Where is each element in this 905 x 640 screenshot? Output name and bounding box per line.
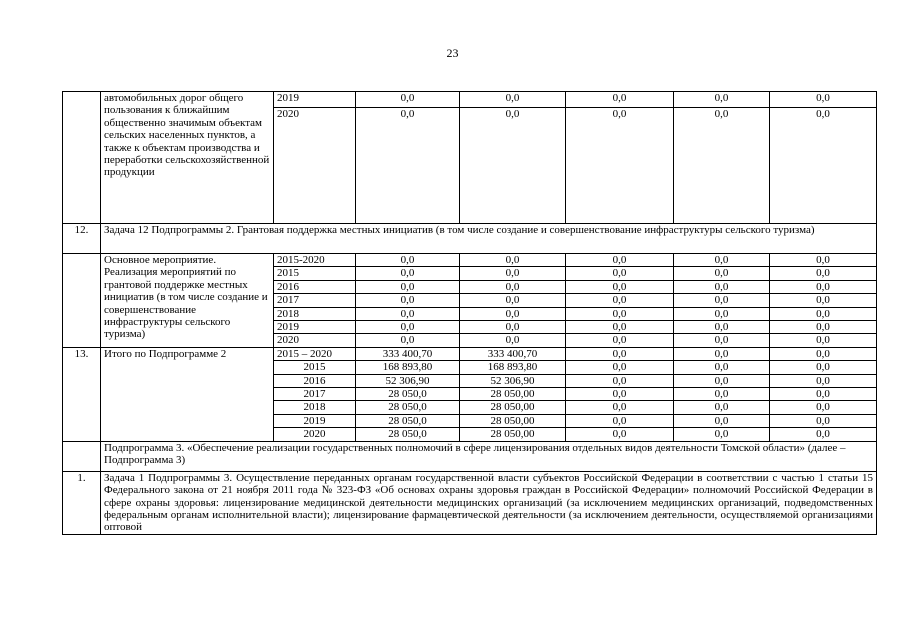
value-cell: 0,0: [770, 294, 877, 307]
value-cell: 28 050,00: [460, 401, 566, 414]
value-cell: 0,0: [770, 401, 877, 414]
value-cell: 0,0: [566, 267, 674, 280]
value-cell: 0,0: [566, 307, 674, 320]
activity-description: Основное мероприятие. Реализация мероприятий по грантовой поддержке местных инициатив (в том числе создание и совершенствование инфраструктуры сельского туризма): [101, 254, 274, 348]
table-row: [63, 441, 877, 471]
year-cell: 2015: [274, 267, 356, 280]
value-cell: 0,0: [674, 361, 770, 374]
row-number-cell: [63, 254, 101, 348]
value-cell: 0,0: [356, 307, 460, 320]
year-cell: 2015: [274, 361, 356, 374]
value-cell: 0,0: [566, 388, 674, 401]
value-cell: 0,0: [566, 294, 674, 307]
value-cell: 0,0: [460, 321, 566, 334]
value-cell: 0,0: [770, 267, 877, 280]
value-cell: 0,0: [356, 254, 460, 267]
value-cell: 0,0: [356, 334, 460, 347]
year-cell: 2019: [274, 414, 356, 427]
value-cell: 0,0: [674, 334, 770, 347]
value-cell: 0,0: [566, 92, 674, 108]
table-row: [63, 224, 877, 254]
value-cell: 28 050,0: [356, 401, 460, 414]
value-cell: 0,0: [770, 254, 877, 267]
value-cell: 0,0: [674, 428, 770, 441]
value-cell: 0,0: [770, 334, 877, 347]
value-cell: 0,0: [356, 267, 460, 280]
value-cell: 28 050,0: [356, 414, 460, 427]
value-cell: 0,0: [674, 307, 770, 320]
task-description: Задача 1 Подпрограммы 3. Осуществление переданных органам государственной власти субъектов Российской Федерации в соответствии с частью 1 статьи 15 Федерального закона от 21 ноября 2011 года № 323-ФЗ «Об основах охраны здоровья граждан в Российской Федерации» полномочий Российской Федерации в сфере охраны здоровья: лицензирование медицинской деятельности медицинских организаций (за исключением медицинских организаций, подведомственных федеральным органам исполнительной власти); лицензирование фармацевтической деятельности (за исключением деятельности, осуществляемой организациями оптовой: [101, 471, 877, 534]
year-cell: 2019: [274, 321, 356, 334]
value-cell: 0,0: [356, 294, 460, 307]
value-cell: 28 050,0: [356, 388, 460, 401]
value-cell: 0,0: [674, 321, 770, 334]
value-cell: 0,0: [770, 347, 877, 360]
value-cell: 0,0: [674, 254, 770, 267]
value-cell: 0,0: [566, 334, 674, 347]
year-cell: 2015-2020: [274, 254, 356, 267]
value-cell: 0,0: [770, 280, 877, 293]
row-number-cell: [63, 441, 101, 471]
year-cell: 2020: [274, 108, 356, 224]
value-cell: 0,0: [460, 254, 566, 267]
row-number-cell: 1.: [63, 471, 101, 534]
table-row: [63, 92, 877, 108]
value-cell: 0,0: [674, 108, 770, 224]
value-cell: 0,0: [356, 280, 460, 293]
value-cell: 0,0: [566, 280, 674, 293]
value-cell: 333 400,70: [356, 347, 460, 360]
budget-table: [62, 91, 877, 535]
value-cell: 0,0: [566, 108, 674, 224]
value-cell: 168 893,80: [356, 361, 460, 374]
value-cell: 0,0: [770, 428, 877, 441]
page-number: 23: [446, 46, 459, 60]
value-cell: 0,0: [770, 92, 877, 108]
year-cell: 2019: [274, 92, 356, 108]
value-cell: 0,0: [566, 254, 674, 267]
value-cell: 0,0: [460, 92, 566, 108]
value-cell: 0,0: [460, 108, 566, 224]
value-cell: 0,0: [770, 414, 877, 427]
value-cell: 333 400,70: [460, 347, 566, 360]
value-cell: 0,0: [674, 92, 770, 108]
value-cell: 0,0: [770, 374, 877, 387]
value-cell: 0,0: [566, 374, 674, 387]
value-cell: 0,0: [770, 321, 877, 334]
table-row: [63, 347, 877, 360]
value-cell: 0,0: [674, 374, 770, 387]
value-cell: 0,0: [356, 92, 460, 108]
activity-description: автомобильных дорог общего пользования к ближайшим общественно значимым объектам сельских населенных пунктов, а также к объектам производства и переработки сельскохозяйственной продукции: [101, 92, 274, 224]
value-cell: 52 306,90: [356, 374, 460, 387]
value-cell: 0,0: [674, 347, 770, 360]
value-cell: 0,0: [674, 280, 770, 293]
value-cell: 0,0: [460, 267, 566, 280]
value-cell: 0,0: [460, 294, 566, 307]
year-cell: 2017: [274, 294, 356, 307]
year-cell: 2015 – 2020: [274, 347, 356, 360]
value-cell: 0,0: [460, 307, 566, 320]
table-row: [63, 254, 877, 267]
row-number-cell: [63, 92, 101, 224]
value-cell: 0,0: [566, 347, 674, 360]
value-cell: 0,0: [566, 321, 674, 334]
value-cell: 28 050,00: [460, 388, 566, 401]
year-cell: 2016: [274, 280, 356, 293]
value-cell: 0,0: [356, 108, 460, 224]
value-cell: 0,0: [674, 267, 770, 280]
value-cell: 0,0: [674, 414, 770, 427]
row-number-cell: 13.: [63, 347, 101, 441]
year-cell: 2018: [274, 307, 356, 320]
activity-description: Итого по Подпрограмме 2: [101, 347, 274, 441]
value-cell: 0,0: [566, 401, 674, 414]
value-cell: 52 306,90: [460, 374, 566, 387]
value-cell: 0,0: [674, 294, 770, 307]
value-cell: 0,0: [770, 361, 877, 374]
value-cell: 0,0: [770, 388, 877, 401]
subprogram-title: Подпрограмма 3. «Обеспечение реализации государственных полномочий в сфере лицензирования отдельных видов деятельности Томской области» (далее – Подпрограмма 3): [101, 441, 877, 471]
value-cell: 0,0: [460, 280, 566, 293]
value-cell: 0,0: [566, 361, 674, 374]
task-title: Задача 12 Подпрограммы 2. Грантовая поддержка местных инициатив (в том числе создание и совершенствование инфраструктуры сельского туризма): [101, 224, 877, 254]
year-cell: 2020: [274, 334, 356, 347]
year-cell: 2016: [274, 374, 356, 387]
year-cell: 2017: [274, 388, 356, 401]
value-cell: 28 050,00: [460, 414, 566, 427]
year-cell: 2018: [274, 401, 356, 414]
value-cell: 0,0: [460, 334, 566, 347]
value-cell: 0,0: [770, 108, 877, 224]
value-cell: 0,0: [356, 321, 460, 334]
year-cell: 2020: [274, 428, 356, 441]
value-cell: 0,0: [770, 307, 877, 320]
value-cell: 0,0: [674, 401, 770, 414]
value-cell: 0,0: [566, 414, 674, 427]
table-row: [63, 471, 877, 534]
value-cell: 168 893,80: [460, 361, 566, 374]
value-cell: 28 050,0: [356, 428, 460, 441]
value-cell: 0,0: [674, 388, 770, 401]
value-cell: 28 050,00: [460, 428, 566, 441]
value-cell: 0,0: [566, 428, 674, 441]
row-number-cell: 12.: [63, 224, 101, 254]
